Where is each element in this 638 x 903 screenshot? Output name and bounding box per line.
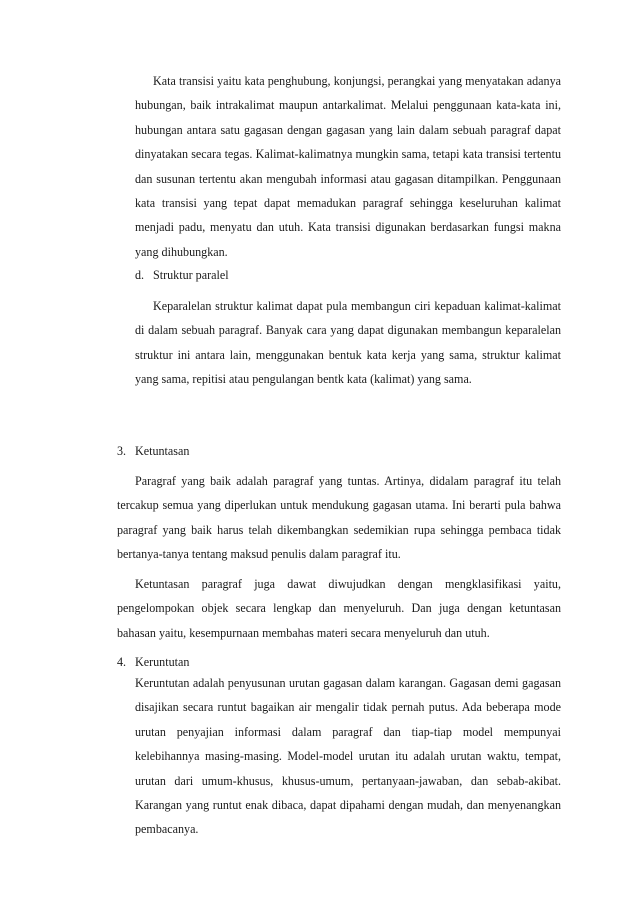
- heading-title: Struktur paralel: [153, 268, 229, 282]
- heading-struktur-paralel: [135, 263, 229, 287]
- paragraph-kata-transisi: Kata transisi yaitu kata penghubung, konjungsi, perangkai yang menyatakan adanya hubungan, baik intrakalimat maupun antarkalimat. Melalui penggunaan kata-kata ini, hubungan antara satu gagasan dengan gagasan yang lain dalam sebuah paragraf dapat dinyatakan secara tegas. Kalimat-kalimatnya mungkin sama, tetapi kata transisi tertentu dan susunan tertentu akan mengubah informasi atau gagasan ditampilkan. Penggunaan kata transisi yang tepat dapat memadukan paragraf sehingga keseluruhan kalimat menjadi padu, menyatu dan utuh. Kata transisi digunakan berdasarkan fungsi makna yang dihubungkan.: [135, 74, 561, 259]
- heading-title: Ketuntasan: [135, 444, 190, 458]
- heading-title: Keruntutan: [135, 655, 190, 669]
- heading-number: 4.: [117, 655, 127, 669]
- paragraph-struktur-paralel: Keparalelan struktur kalimat dapat pula membangun ciri kepaduan kalimat-kalimat di dalam sebuah paragraf. Banyak cara yang dapat digunakan membangun keparalelan struktur ini antara lain, menggunakan bentuk kata kerja yang sama, struktur kalimat yang sama, repitisi atau pengulangan bentk kata (kalimat) yang sama.: [135, 299, 561, 387]
- paragraph-ketuntasan-2: Ketuntasan paragraf juga dawat diwujudkan dengan mengklasifikasi yaitu, pengelompokan objek secara lengkap dan menyeluruh. Dan juga dengan ketuntasan bahasan yaitu, kesempurnaan membahas materi secara menyeluruh dan utuh.: [117, 577, 561, 640]
- heading-number: d.: [135, 268, 145, 282]
- heading-ketuntasan: [117, 439, 189, 463]
- heading-number: 3.: [117, 444, 127, 458]
- paragraph-ketuntasan-1: Paragraf yang baik adalah paragraf yang tuntas. Artinya, didalam paragraf itu telah tercakup semua yang diperlukan untuk mendukung gagasan utama. Ini berarti pula bahwa paragraf yang baik harus telah dikembangkan sedemikian rupa sehingga pembaca tidak bertanya-tanya tentang maksud penulis dalam paragraf itu.: [117, 474, 561, 562]
- paragraph-keruntutan: Keruntutan adalah penyusunan urutan gagasan dalam karangan. Gagasan demi gagasan disajikan secara runtut bagaikan air mengalir tidak pernah putus. Ada beberapa mode urutan penyajian informasi dalam paragraf dan tiap-tiap model mempunyai kelebihannya masing-masing. Model-model urutan itu adalah urutan waktu, tempat, urutan dari umum-khusus, khusus-umum, pertanyaan-jawaban, dan sebab-akibat. Karangan yang runtut enak dibaca, dapat dipahami dengan mudah, dan menyenangkan pembacanya.: [135, 676, 561, 837]
